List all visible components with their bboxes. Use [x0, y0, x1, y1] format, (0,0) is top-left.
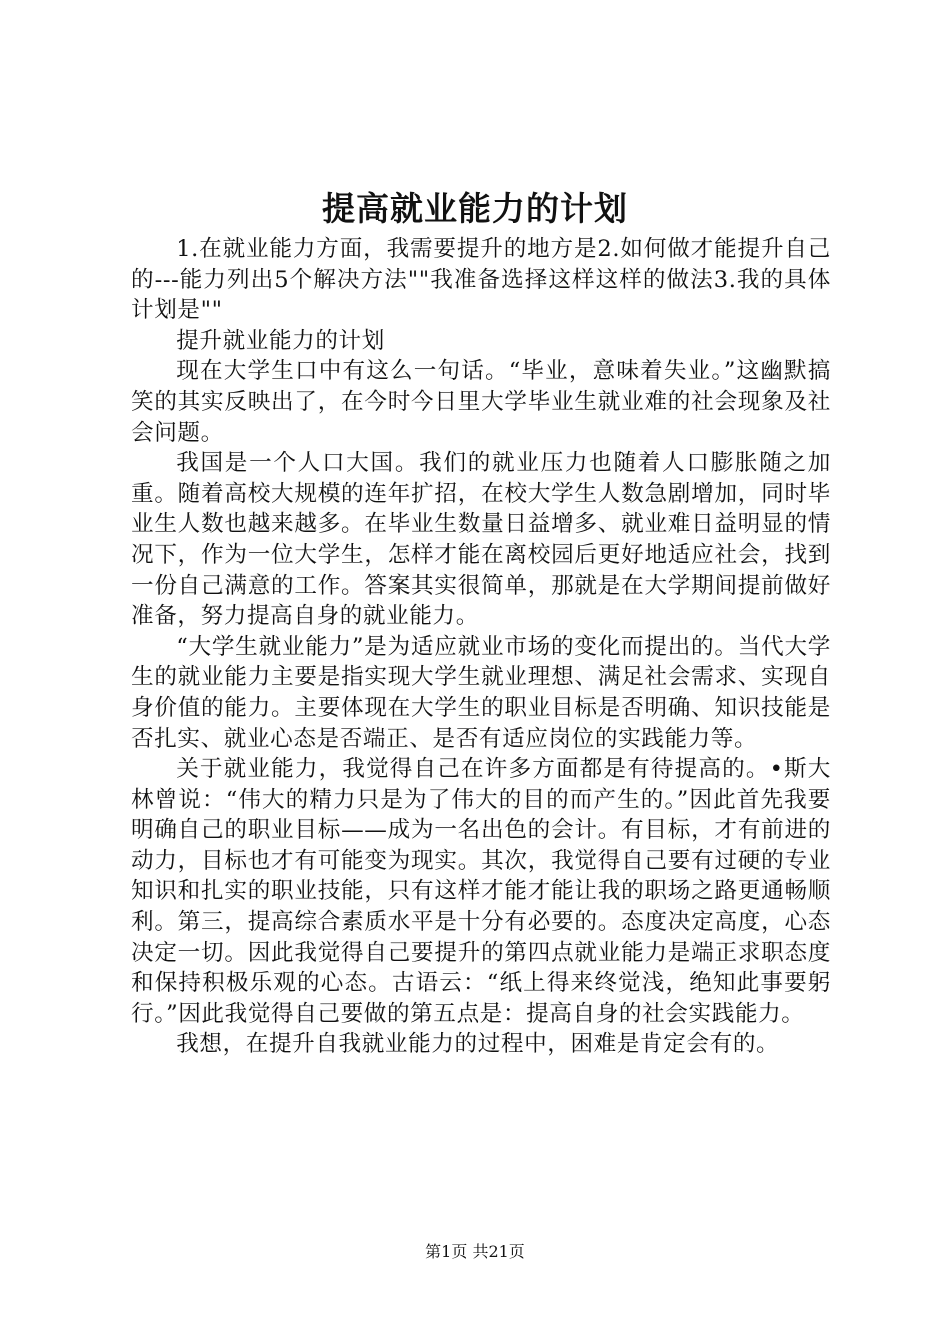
paragraph-subtitle: 提升就业能力的计划 — [176, 327, 385, 354]
paragraph-definition: “大学生就业能力”是为适应就业市场的变化而提出的。当代大学生的就业能力主要是指实现大学生就业理想、满足社会需求、实现自身价值的能力。主要体现在大学生的职业目标是否明确、知识技能是否扎实、就业心态是否端正、是否有适应岗位的实践能力等。 — [131, 633, 831, 752]
paragraph-instructions: 1.在就业能力方面，我需要提升的地方是2.如何做才能提升自己的---能力列出5个解决方法""我准备选择这样这样的做法3.我的具体计划是"" — [131, 236, 831, 324]
document-title: 提高就业能力的计划 — [322, 189, 628, 228]
paragraph-employment-pressure: 我国是一个人口大国。我们的就业压力也随着人口膨胀随之加重。随着高校大规模的连年扩招，在校大学生人数急剧增加，同时毕业生人数也越来越多。在毕业生数量日益增多、就业难日益明显的情况下，作为一位大学生，怎样才能在离校园后更好地适应社会，找到一份自己满意的工作。答案其实很简单，那就是在大学期间提前做好准备，努力提高自身的就业能力。 — [131, 450, 831, 630]
paragraph-closing: 我想，在提升自我就业能力的过程中，困难是肯定会有的。 — [176, 1031, 780, 1058]
paragraph-self-assessment: 关于就业能力，我觉得自己在许多方面都是有待提高的。•斯大林曾说：“伟大的精力只是为了伟大的目的而产生的。”因此首先我要明确自己的职业目标——成为一名出色的会计。有目标，才有前进的动力，目标也才有可能变为现实。其次，我觉得自己要有过硬的专业知识和扎实的职业技能，只有这样才能才能让我的职场之路更通畅顺利。第三，提高综合素质水平是十分有必要的。态度决定高度，心态决定一切。因此我觉得自己要提升的第四点就业能力是端正求职态度和保持积极乐观的心态。古语云：“纸上得来终觉浅，绝知此事要躬行。”因此我觉得自己要做的第五点是：提高自身的社会实践能力。 — [131, 756, 831, 1027]
page-footer: 第1页 共21页 — [425, 1242, 525, 1261]
paragraph-intro: 现在大学生口中有这么一句话。“毕业，意味着失业。”这幽默搞笑的其实反映出了，在今时今日里大学毕业生就业难的社会现象及社会问题。 — [131, 358, 831, 446]
document-body — [131, 234, 831, 1060]
